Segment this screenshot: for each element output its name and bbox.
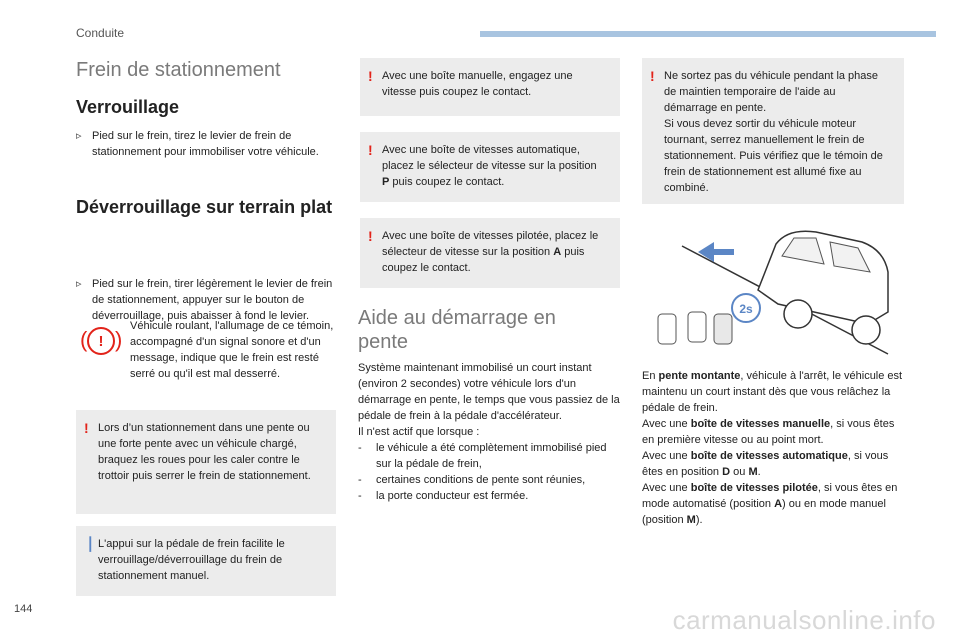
info-box-pedal: ❘ L'appui sur la pédale de frein facilite le verrouillage/déverrouillage du frein de stationnement manuel. [76,526,336,596]
section-label: Conduite [76,26,125,40]
conditions-list [358,440,620,504]
brake-alert-icon: ( ! ) [80,326,122,356]
heading-deverrouillage: Déverrouillage sur terrain plat [76,197,333,217]
header-bar [480,31,936,37]
exclamation-icon: ! [368,228,373,244]
watermark: carmanualsonline.info [672,605,936,635]
warning-box-piloted: ! Avec une boîte de vitesses pilotée, placez le sélecteur de vitesse sur la position A puis coupez le contact. [360,218,620,288]
triangle-bullet-icon: ▹ [76,278,82,290]
exclamation-icon: ! [650,68,655,84]
list-item: - la porte conducteur est fermée. [358,488,620,504]
hill-start-description: Système maintenant immobilisé un court instant (environ 2 secondes) votre véhicule lors d'un démarrage en pente, le temps que vous passiez de la pédale de frein à la pédale d'accélérateur. Il n'est actif que lorsque : - le véhicule a été complètement immobilisé pied sur la pédale de frein, - certaines conditions de pente sont réunies, - la porte conducteur est fermée. [358,360,620,504]
exclamation-icon: ! [368,68,373,84]
exclamation-icon: ! [84,420,89,436]
alert-description: Véhicule roulant, l'allumage de ce témoin, accompagné d'un signal sonore et d'un message, indique que le frein est resté serré ou qu'il est mal desserré. [130,320,334,380]
warning-box-slope: ! Lors d’un stationnement dans une pente ou une forte pente avec un véhicule chargé, braquez les roues pour les caler contre le trottoir puis serrer le frein de stationnement. [76,410,336,514]
heading-verrouillage: Verrouillage [76,97,180,117]
warning-box-hill-hold: ! Ne sortez pas du véhicule pendant la phase de maintien temporaire de l'aide au démarrage en pente. Si vous devez sortir du véhicule moteur tournant, serrez manuellement le frein de stationnement. Puis vérifiez que le témoin de frein de stationnement est allumé fixe au combiné. [642,58,904,204]
warning-box-automatic: ! Avec une boîte de vitesses automatique, placez le sélecteur de vitesse sur la position P puis coupez le contact. [360,132,620,202]
verrouillage-step: ▹ Pied sur le frein, tirez le levier de frein de stationnement pour immobiliser votre véhicule. [76,130,319,158]
deverrouillage-step: ▹ Pied sur le frein, tirer légèrement le levier de frein de stationnement, appuyer sur le bouton de déverrouillage, puis abaisser à fond le levier. [76,278,333,322]
hill-start-illustration [648,216,902,356]
triangle-bullet-icon: ▹ [76,130,82,142]
car-on-slope-icon [648,216,902,356]
page-title: Frein de stationnement [76,59,281,81]
info-bar-icon: ❘ [84,535,97,552]
list-item: - le véhicule a été complètement immobilisé pied sur la pédale de frein, [358,440,620,472]
exclamation-icon: ! [368,142,373,158]
section-title-hill-start: Aide au démarrage en pente [358,307,556,353]
list-item: - certaines conditions de pente sont réunies, [358,472,620,488]
page-number: 144 [14,603,33,615]
hill-start-conditions: En pente montante, véhicule à l'arrêt, le véhicule est maintenu un court instant dès que vous relâchez la pédale de frein. Avec une boîte de vitesses manuelle, si vous êtes en première vitesse ou au point mort. Avec une boîte de vitesses automatique, si vous êtes en position D ou M. Avec une boîte de vitesses pilotée, si vous êtes en mode automatisé (position A) ou en mode manuel (position M). [642,370,903,526]
warning-box-manual: ! Avec une boîte manuelle, engagez une vitesse puis coupez le contact. [360,58,620,116]
timer-badge: 2s [739,302,753,316]
